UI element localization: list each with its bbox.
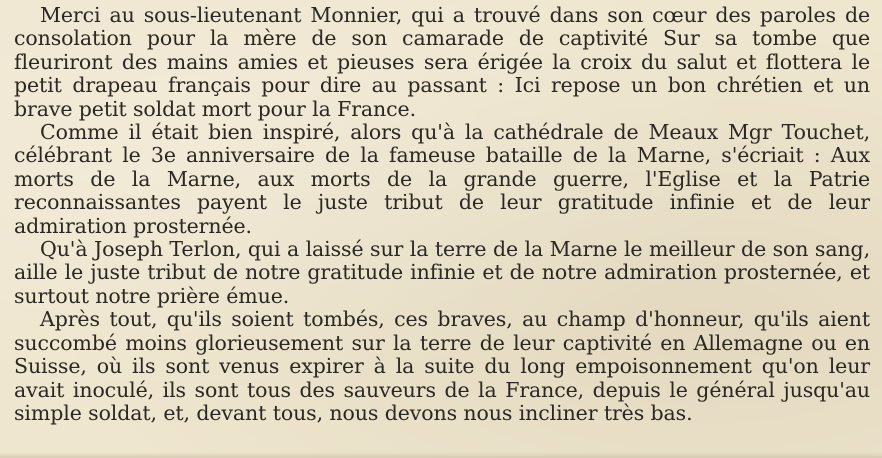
page-edge-shadow xyxy=(0,452,882,458)
paragraph-touchet: Comme il était bien inspiré, alors qu'à la cathédrale de Meaux Mgr Touchet, célébrant le 3e anniversaire de la fameuse bataille de la Marne, s'écriait : Aux morts de la Marne, aux morts de la grande guerre, l'Eglise et la Patrie reconnaissantes payent le juste tribut de leur gratitude infinie et de leur admiration prosternée. xyxy=(14,120,870,238)
paragraph-sauveurs: Après tout, qu'ils soient tombés, ces braves, au champ d'honneur, qu'ils aient succombé moins glorieusement sur la terre de leur captivité en Allemagne ou en Suisse, où ils sont venus expirer à la suite du long empoisonnement qu'on leur avait inoculé, ils sont tous des sauveurs de la France, depuis le général jusqu'au simple soldat, et, devant tous, nous devons nous incliner très bas. xyxy=(14,307,870,425)
paragraph-terlon: Qu'à Joseph Terlon, qui a laissé sur la terre de la Marne le meilleur de son sang, aille le juste tribut de notre gratitude infinie et de notre admiration prosternée, et surtout notre prière émue. xyxy=(14,237,870,308)
paragraph-monnier: Merci au sous-lieutenant Monnier, qui a trouvé dans son cœur des paroles de consolation pour la mère de son camarade de captivité Sur sa tombe que fleuriront des mains amies et pieuses sera érigée la croix du salut et flottera le petit drapeau français pour dire au passant : Ici repose un bon chrétien et un brave petit soldat mort pour la France. xyxy=(14,3,870,121)
